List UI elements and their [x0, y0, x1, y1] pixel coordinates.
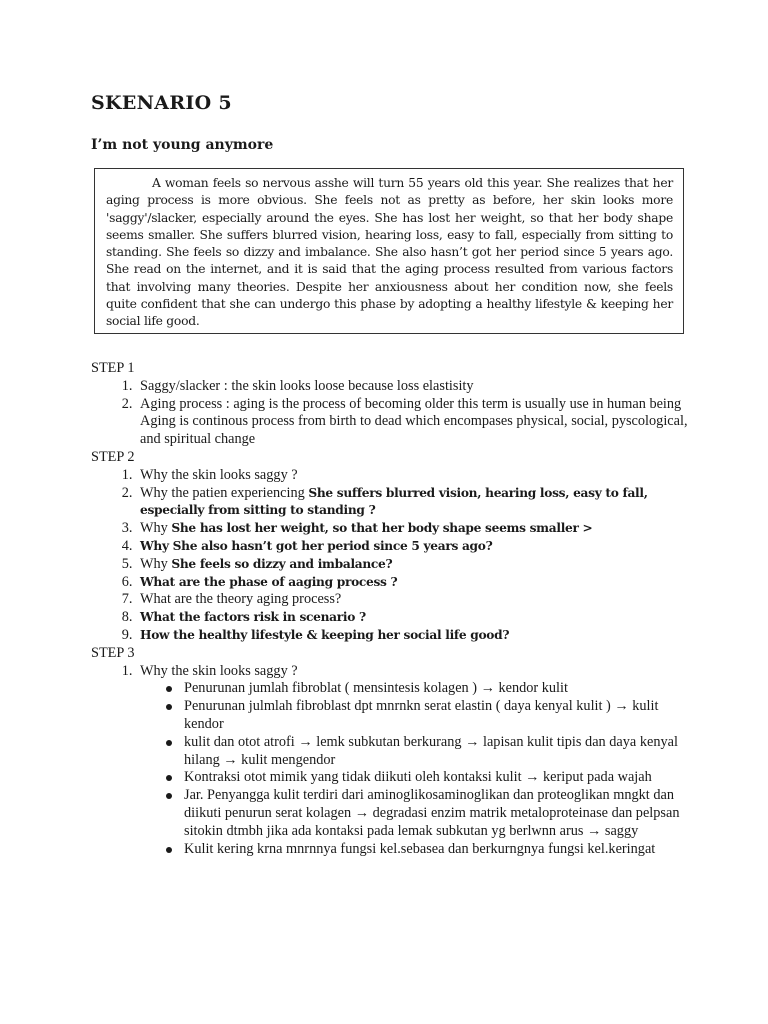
- step2-item-2-bold: She suffers blurred vision, hearing loss, easy to fall, especially from sitting to standing ?: [140, 485, 648, 518]
- step1-item-2: [136, 396, 691, 449]
- step2-item-5: [136, 556, 691, 574]
- step2-item-3: [136, 520, 691, 538]
- step2-item-4-bold: Why She also hasn’t got her period since 5 years ago?: [140, 538, 493, 553]
- step2-item-2-plain: Why the patien experiencing: [140, 484, 309, 501]
- step3-list: [91, 663, 691, 859]
- step2-item-1: 1. Why the skin looks saggy ?: [136, 467, 691, 485]
- step3-bullet-4: Kontraksi otot mimik yang tidak diikuti oleh kontaksi kulit → keriput pada wajah: [184, 769, 691, 787]
- step2-item-2: [136, 485, 691, 521]
- step3-item-1: [136, 663, 691, 859]
- step3-label: STEP 3: [91, 644, 135, 661]
- step2-item-3-plain: Why: [140, 520, 172, 537]
- step2-item-7: 7. What are the theory aging process?: [136, 591, 691, 609]
- scenario-paragraph: [106, 175, 673, 331]
- step3-bullet-6: Kulit kering krna mnrnnya fungsi kel.sebasea dan berkurngnya fungsi kel.keringat: [184, 841, 691, 859]
- scenario-text: A woman feels so nervous asshe will turn 55 years old this year. She realizes that her aging process is more obvious. She feels not as pretty as before, her skin looks more 'saggy'/slacker, especially around the eyes. She has lost her weight, so that her body shape seems smaller. She suffers blurred vision, hearing loss, easy to fall, especially from sitting to standing. She feels so dizzy and imbalance. She also hasn’t got her period since 5 years ago. She read on the internet, and it is said that the aging process resulted from various factors that involving many theories. Despite her anxiousness about her condition now, she feels quite confident that she can undergo this phase by adopting a healthy lifestyle & keeping her social life good.: [106, 176, 673, 329]
- step2-item-9-bold: How the healthy lifestyle & keeping her social life good?: [140, 627, 510, 642]
- step2-item-3-bold: She has lost her weight, so that her body shape seems smaller >: [171, 521, 593, 536]
- step2-item-6-bold: What are the phase of aaging process ?: [140, 574, 398, 589]
- step2-item-8-bold: What the factors risk in scenario ?: [140, 610, 366, 625]
- page-title: SKENARIO 5: [91, 92, 232, 114]
- step2-item-8: [136, 609, 691, 627]
- step3-bullet-3: kulit dan otot atrofi → lemk subkutan berkurang → lapisan kulit tipis dan daya kenyal hilang → kulit mengendor: [184, 734, 691, 770]
- step3-bullet-5: Jar. Penyangga kulit terdiri dari aminoglikosaminoglikan dan proteoglikan mngkt dan diikuti penurun serat kolagen → degradasi enzim matrik metaloproteinase dan pelpsan sitokin dtmbh jika ada kontaksi pada lemak subkutan yg berlwnn arus → saggy: [184, 787, 691, 840]
- page-subtitle: I’m not young anymore: [91, 137, 274, 153]
- step3-bullet-2: Penurunan julmlah fibroblast dpt mnrnkn serat elastin ( daya kenyal kulit ) → kulit kendor: [184, 698, 691, 734]
- step1-list: [91, 378, 691, 449]
- scenario-box: [94, 168, 684, 334]
- step3-item-1-text: Why the skin looks saggy ?: [140, 662, 298, 679]
- step2-list: [91, 467, 691, 645]
- step1-item-2-text: Aging process : aging is the process of becoming older this term is usually use in human being: [140, 395, 682, 412]
- step2-label: STEP 2: [91, 448, 135, 465]
- step3-bullet-1: Penurunan jumlah fibroblat ( mensintesis kolagen ) → kendor kulit: [184, 680, 691, 698]
- step1-item-2-continuation: Aging is continous process from birth to dead which encompases physical, social, pyscological, and spiritual change: [140, 413, 688, 448]
- step2-item-9: [136, 627, 691, 645]
- step2-item-5-plain: Why: [140, 555, 172, 572]
- step3-bullets: [140, 680, 691, 858]
- step1-item-1: 1. Saggy/slacker : the skin looks loose because loss elastisity: [136, 378, 691, 396]
- step1-label: STEP 1: [91, 360, 135, 376]
- step2-item-4: [136, 538, 691, 556]
- steps-content: [91, 360, 691, 858]
- step2-item-5-bold: She feels so dizzy and imbalance?: [171, 556, 393, 571]
- step2-item-6: [136, 574, 691, 592]
